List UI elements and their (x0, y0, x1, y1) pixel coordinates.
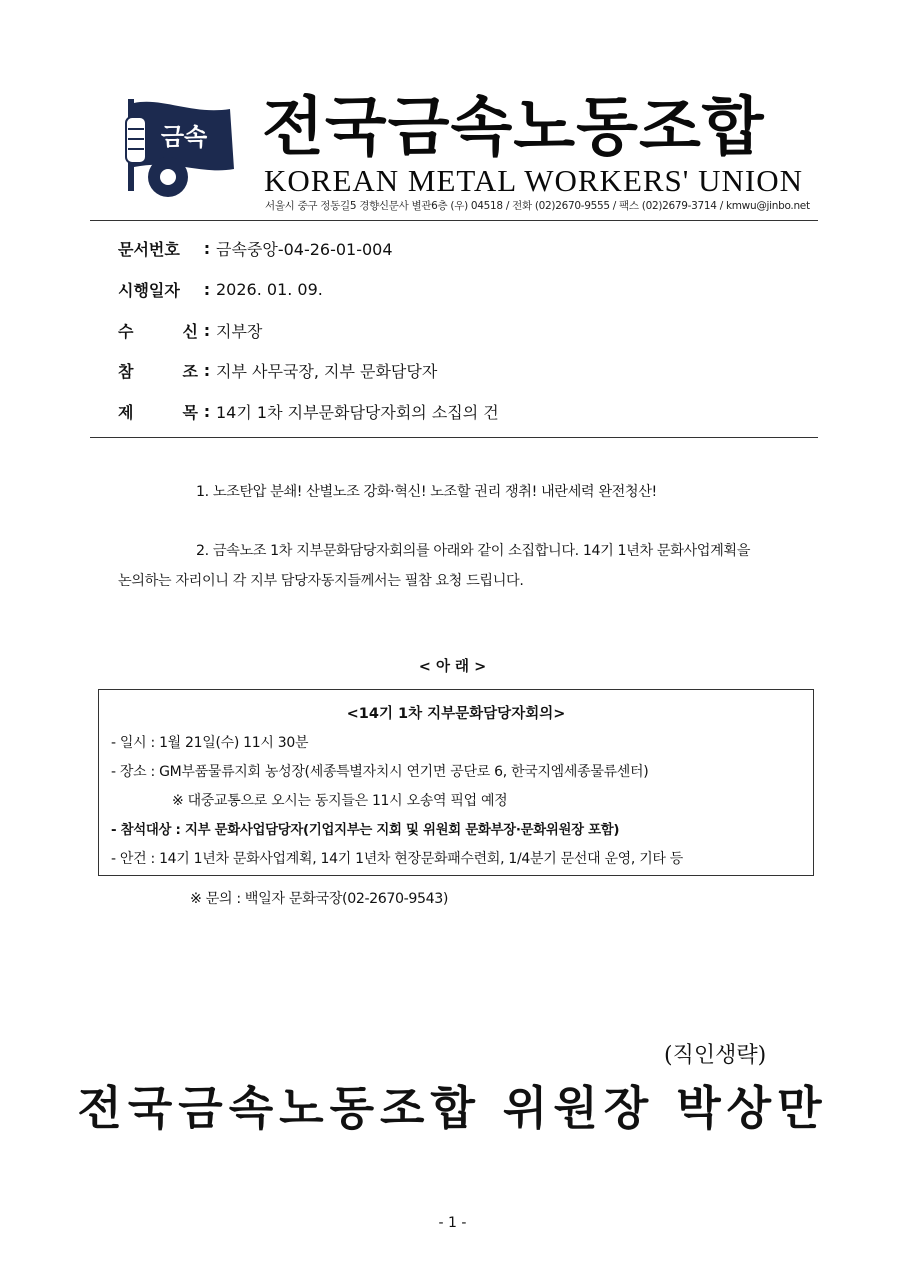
meta-date (118, 277, 323, 301)
subject-label (118, 400, 198, 423)
subject-colon: : (203, 401, 211, 421)
cc-value: 지부 사무국장, 지부 문화담당자 (216, 361, 438, 381)
subject-value: 14기 1차 지부문화담당자회의 소집의 건 (216, 402, 499, 422)
paragraph-2-line-1: 2. 금속노조 1차 지부문화담당자회의를 아래와 같이 소집합니다. 14기 1년차 문화사업계획을 (196, 543, 751, 559)
inquiry-note: ※ 문의 : 백일자 문화국장(02-2670-9543) (190, 891, 449, 907)
date-colon: : (203, 279, 211, 299)
subject-label-b: 목 (182, 402, 198, 422)
meeting-datetime: - 일시 : 1월 21일(수) 11시 30분 (111, 735, 309, 751)
meeting-place: - 장소 : GM부품물류지회 농성장(세종특별자치시 연기면 공단로 6, 한국지엠세종물류센터) (111, 764, 649, 780)
meta-doc-no (118, 236, 393, 260)
union-logo (122, 95, 242, 205)
doc-no-label: 문서번호 (118, 239, 180, 259)
paragraph-1: 1. 노조탄압 분쇄! 산별노조 강화·혁신! 노조할 권리 쟁취! 내란세력 완전청산! (196, 484, 657, 500)
to-value: 지부장 (216, 321, 263, 341)
logo-text: 금속 (160, 123, 208, 151)
below-heading: < 아 래 > (418, 659, 487, 675)
cc-label-a: 참 (118, 361, 134, 381)
to-colon: : (203, 320, 211, 340)
subject-label-a: 제 (118, 402, 134, 422)
doc-no-value: 금속중앙-04-26-01-004 (216, 239, 393, 259)
meeting-attendees: - 참석대상 : 지부 문화사업담당자(기업지부는 지회 및 위원회 문화부장·문화위원장 포함) (111, 823, 620, 838)
org-contact-info: 서울시 중구 정동길5 경향신문사 별관6층 (우) 04518 / 전화 (02)2670-9555 / 팩스 (02)2679-3714 / kmwu@jinbo.net (265, 200, 810, 212)
to-label (118, 319, 198, 342)
transit-note: ※ 대중교통으로 오시는 동지들은 11시 오송역 픽업 예정 (172, 793, 508, 809)
meta-subject (118, 399, 499, 423)
meta-divider (90, 437, 818, 438)
signature-line: 전국금속노동조합 위원장 박상만 (77, 1081, 828, 1135)
meta-to (118, 318, 262, 342)
page-number: - 1 - (438, 1215, 467, 1231)
cc-label-b: 조 (182, 361, 198, 381)
cc-colon: : (203, 360, 211, 380)
org-name-korean: 전국금속노동조합 (262, 91, 765, 165)
seal-omitted-note: (직인생략) (664, 1043, 767, 1068)
cc-label (118, 359, 198, 382)
meta-cc (118, 358, 437, 382)
doc-no-colon: : (203, 238, 211, 258)
meeting-title: <14기 1차 지부문화담당자회의> (346, 706, 566, 722)
paragraph-2-line-2: 논의하는 자리이니 각 지부 담당자동지들께서는 필참 요청 드립니다. (118, 573, 524, 589)
to-label-b: 신 (182, 321, 198, 341)
date-value: 2026. 01. 09. (216, 279, 323, 299)
header-divider (90, 220, 818, 221)
org-name-english: KOREAN METAL WORKERS' UNION (264, 163, 803, 198)
to-label-a: 수 (118, 321, 134, 341)
date-label: 시행일자 (118, 280, 180, 300)
meeting-agenda: - 안건 : 14기 1년차 문화사업계획, 14기 1년차 현장문화패수련회, 1/4분기 문선대 운영, 기타 등 (111, 851, 684, 867)
